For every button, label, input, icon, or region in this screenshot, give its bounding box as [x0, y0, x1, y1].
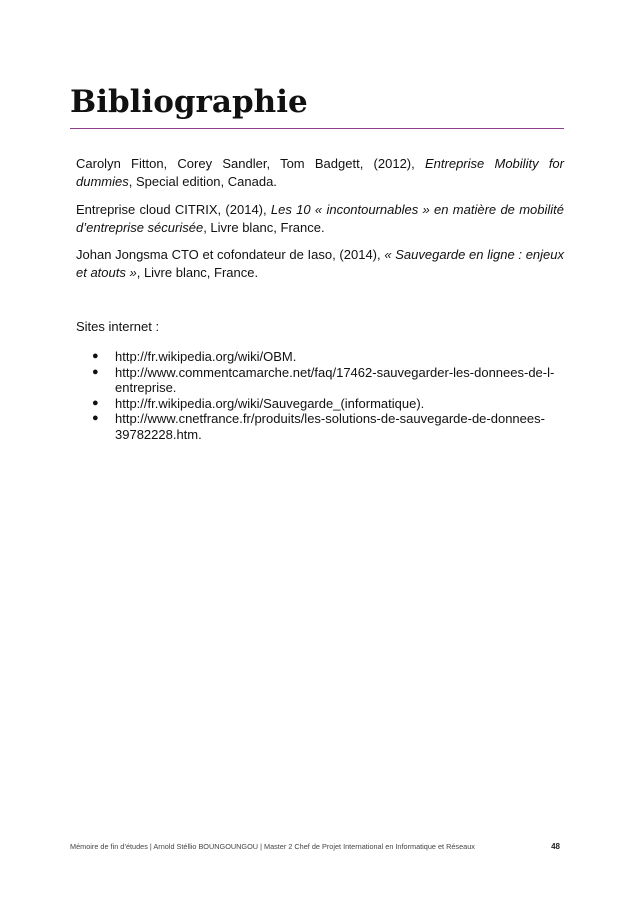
footer-text: Mémoire de fin d’études | Arnold Stéllio BOUNGOUNGOU | Master 2 Chef de Projet International en Informatique et Réseaux	[70, 842, 475, 851]
site-url: http://www.cnetfrance.fr/produits/les-solutions-de-sauvegarde-de-donnees-39782228.htm.	[115, 411, 545, 442]
bullet-icon: ●	[92, 350, 99, 362]
bullet-icon: ●	[92, 365, 99, 378]
site-list	[92, 349, 562, 442]
site-list-item	[92, 411, 562, 442]
reference-item	[76, 246, 564, 282]
title-divider	[70, 128, 564, 129]
reference-publication: , Livre blanc, France.	[136, 265, 259, 280]
reference-publication: , Livre blanc, France.	[203, 220, 325, 235]
page-title: Bibliographie	[70, 84, 308, 120]
bullet-icon: ●	[92, 412, 99, 424]
site-list-item	[92, 396, 562, 412]
reference-title: Les 10 « incontournables » en matière de mobilité d’entreprise sécurisée	[76, 202, 564, 235]
reference-title: « Sauvegarde en ligne : enjeux et atouts »	[76, 247, 564, 280]
reference-title: Entreprise Mobility for dummies	[76, 156, 564, 189]
page-number: 48	[551, 842, 560, 851]
reference-item	[76, 155, 564, 191]
reference-authors: Carolyn Fitton, Corey Sandler, Tom Badgett, (2012),	[76, 156, 425, 171]
reference-authors: Johan Jongsma CTO et cofondateur de Iaso, (2014),	[76, 247, 385, 262]
page-footer	[70, 840, 564, 854]
reference-publication: , Special edition, Canada.	[128, 174, 277, 189]
site-list-item	[92, 365, 562, 396]
site-list-item	[92, 349, 562, 365]
site-url: http://fr.wikipedia.org/wiki/Sauvegarde_(informatique).	[115, 395, 425, 411]
site-url: http://www.commentcamarche.net/faq/17462-sauvegarder-les-donnees-de-l-entreprise.	[115, 364, 555, 395]
bullet-icon: ●	[92, 396, 99, 409]
site-url: http://fr.wikipedia.org/wiki/OBM.	[115, 349, 297, 364]
reference-authors: Entreprise cloud CITRIX, (2014),	[76, 202, 271, 217]
reference-item	[76, 201, 564, 237]
sites-label: Sites internet :	[76, 319, 160, 334]
